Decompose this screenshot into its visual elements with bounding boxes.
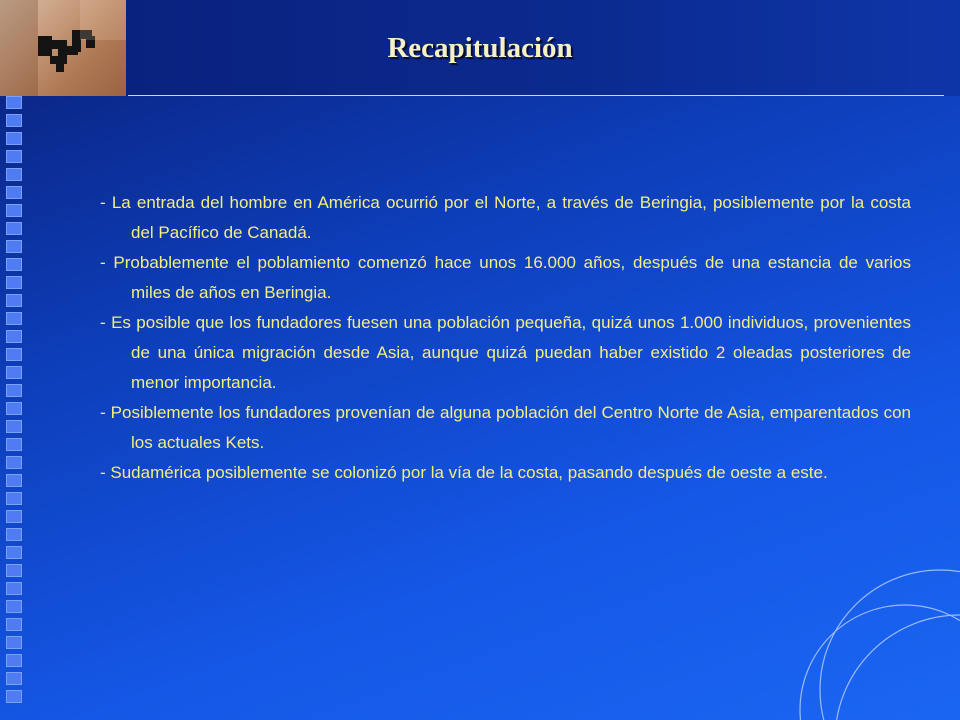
slide-title: Recapitulación [387, 32, 573, 64]
bullet-item: - La entrada del hombre en América ocurrió por el Norte, a través de Beringia, posiblemente por la costa del Pacífico de Canadá. [100, 193, 911, 242]
bullet-item: - Probablemente el poblamiento comenzó hace unos 16.000 años, después de una estancia de varios miles de años en Beringia. [100, 253, 911, 302]
bullet-item: - Posiblemente los fundadores provenían de alguna población del Centro Norte de Asia, emparentados con los actuales Kets. [100, 403, 911, 452]
bullet-item: - Sudamérica posiblemente se colonizó por la vía de la costa, pasando después de oeste a este. [100, 463, 828, 482]
bullet-item: - Es posible que los fundadores fuesen una población pequeña, quizá unos 1.000 individuos, provenientes de una única migración desde Asia, aunque quizá puedan haber existido 2 oleadas posteriores de menor importancia. [100, 313, 911, 392]
slide-body [100, 188, 911, 488]
